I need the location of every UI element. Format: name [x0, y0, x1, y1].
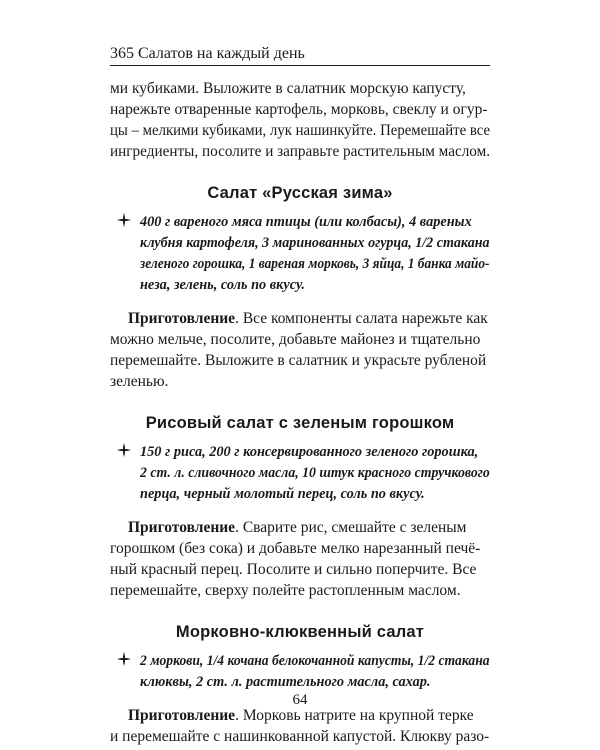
ingredient-line: 2 ст. л. сливочного масла, 10 штук красного стручкового	[140, 465, 490, 481]
text-line: перемешайте, сверху полейте растопленным маслом.	[110, 582, 461, 599]
text-line	[110, 308, 490, 329]
preparation-text: . Все компоненты салата нарежьте как	[235, 310, 488, 327]
text-line: горошком (без сока) и добавьте мелко нарезанный печё-	[110, 540, 481, 557]
page-number: 64	[292, 692, 308, 708]
ingredients-list	[110, 442, 490, 505]
preparation-text: . Морковь натрите на крупной терке	[235, 707, 474, 724]
preparation-paragraph	[110, 308, 490, 392]
ingredient-line: клубня картофеля, 3 маринованных огурца, 1/2 стакана	[140, 235, 490, 251]
preparation-label: Приготовление	[128, 310, 236, 327]
recipe-title: Морковно-клюквенный салат	[175, 623, 425, 641]
text-line: можно мельче, посолите, добавьте майонез и тщательно	[110, 331, 481, 348]
preparation-label: Приготовление	[128, 707, 236, 724]
recipe-title: Рисовый салат с зеленым горошком	[145, 414, 455, 432]
text-line: и перемешайте с нашинкованной капустой. Клюкву разо-	[110, 728, 490, 745]
ingredient-line: неза, зелень, соль по вкусу.	[140, 277, 305, 293]
ingredient-line: 150 г риса, 200 г консервированного зеленого горошка,	[140, 444, 479, 460]
text-line: перемешайте. Выложите в салатник и украсьте рубленой	[110, 352, 487, 369]
ornament-bullet-icon	[116, 442, 132, 458]
text-line: ми кубиками. Выложите в салатник морскую капусту,	[110, 80, 466, 97]
intro-paragraph	[110, 78, 490, 162]
preparation-paragraph	[110, 705, 490, 747]
text-line: ингредиенты, посолите и заправьте растительным маслом.	[110, 143, 491, 160]
ingredient-line: 2 моркови, 1/4 кочана белокочанной капусты, 1/2 стакана	[140, 653, 490, 669]
running-head: 365 Салатов на каждый день	[110, 45, 305, 62]
ingredients-list	[110, 212, 490, 296]
preparation-paragraph	[110, 517, 490, 601]
ingredient-line: 400 г вареного мяса птицы (или колбасы), 4 вареных	[140, 214, 472, 230]
ingredient-line: клюквы, 2 ст. л. растительного масла, сахар.	[140, 674, 431, 690]
ingredients-list	[110, 651, 490, 693]
recipe-title: Салат «Русская зима»	[207, 184, 393, 202]
ingredient-line: зеленого горошка, 1 вареная морковь, 3 яйца, 1 банка майо-	[140, 256, 490, 272]
text-line: зеленью.	[110, 373, 169, 390]
text-line: цы – мелкими кубиками, лук нашинкуйте. Перемешайте все	[110, 122, 491, 139]
ornament-bullet-icon	[116, 651, 132, 667]
header-rule	[110, 65, 490, 66]
text-line: нарежьте отваренные картофель, морковь, свеклу и огур-	[110, 101, 488, 118]
ingredient-line: перца, черный молотый перец, соль по вкусу.	[140, 486, 425, 502]
ornament-bullet-icon	[116, 212, 132, 228]
preparation-label: Приготовление	[128, 519, 236, 536]
page-body	[110, 78, 490, 747]
text-line	[110, 517, 490, 538]
text-line: ный красный перец. Посолите и сильно поперчите. Все	[110, 561, 477, 578]
preparation-text: . Сварите рис, смешайте с зеленым	[235, 519, 467, 536]
